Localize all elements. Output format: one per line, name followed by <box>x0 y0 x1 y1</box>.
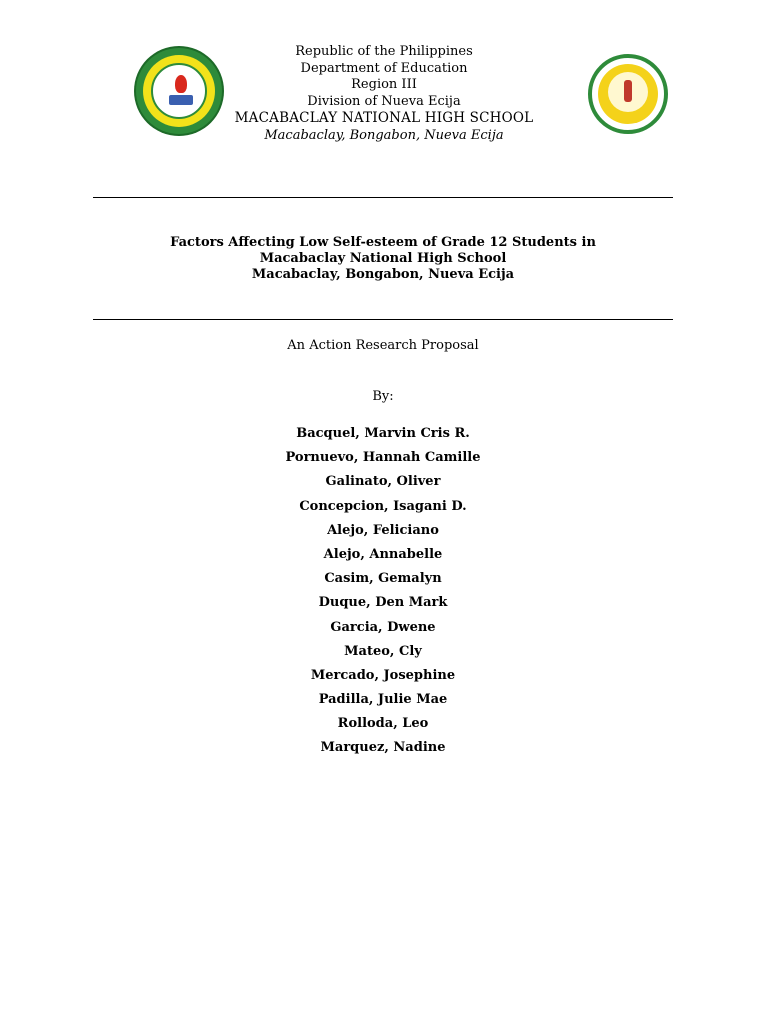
header-line: Department of Education <box>300 60 468 76</box>
proposal-type: An Action Research Proposal <box>287 338 479 353</box>
author-name: Rolloda, Leo <box>337 716 429 732</box>
header-divider <box>93 197 673 198</box>
header-line: Division of Nueva Ecija <box>307 93 461 109</box>
author-name: Galinato, Oliver <box>325 474 441 490</box>
letterhead <box>220 44 548 144</box>
header-line: Republic of the Philippines <box>295 44 473 59</box>
school-seal-icon <box>136 48 222 134</box>
school-name: MACABACLAY NATIONAL HIGH SCHOOL <box>234 110 534 126</box>
torch-icon <box>624 80 632 102</box>
header-line: Region III <box>351 77 417 92</box>
open-book <box>169 95 193 105</box>
author-name: Mercado, Josephine <box>310 667 456 683</box>
author-list <box>93 422 673 761</box>
seal-inner <box>151 63 207 119</box>
seal-inner <box>608 72 648 112</box>
deped-division-seal-icon <box>588 54 668 134</box>
author-name: Duque, Den Mark <box>318 595 448 611</box>
torch-flame <box>175 75 187 93</box>
author-name: Bacquel, Marvin Cris R. <box>296 426 470 441</box>
author-name: Concepcion, Isagani D. <box>299 498 467 514</box>
title-line: Macabaclay, Bongabon, Nueva Ecija <box>251 267 515 282</box>
author-name: Garcia, Dwene <box>330 619 436 635</box>
school-address: Macabaclay, Bongabon, Nueva Ecija <box>264 128 504 143</box>
author-name: Marquez, Nadine <box>320 740 446 756</box>
research-title <box>93 235 673 283</box>
title-line: Macabaclay National High School <box>259 251 507 266</box>
author-name: Casim, Gemalyn <box>324 571 442 587</box>
author-name: Alejo, Annabelle <box>323 546 443 562</box>
author-name: Alejo, Feliciano <box>327 522 439 538</box>
title-line: Factors Affecting Low Self-esteem of Grade 12 Students in <box>170 235 596 250</box>
author-name: Pornuevo, Hannah Camille <box>285 450 481 466</box>
title-divider <box>93 319 673 320</box>
by-label: By: <box>372 389 394 404</box>
author-name: Padilla, Julie Mae <box>318 692 448 708</box>
author-name: Mateo, Cly <box>344 643 422 659</box>
